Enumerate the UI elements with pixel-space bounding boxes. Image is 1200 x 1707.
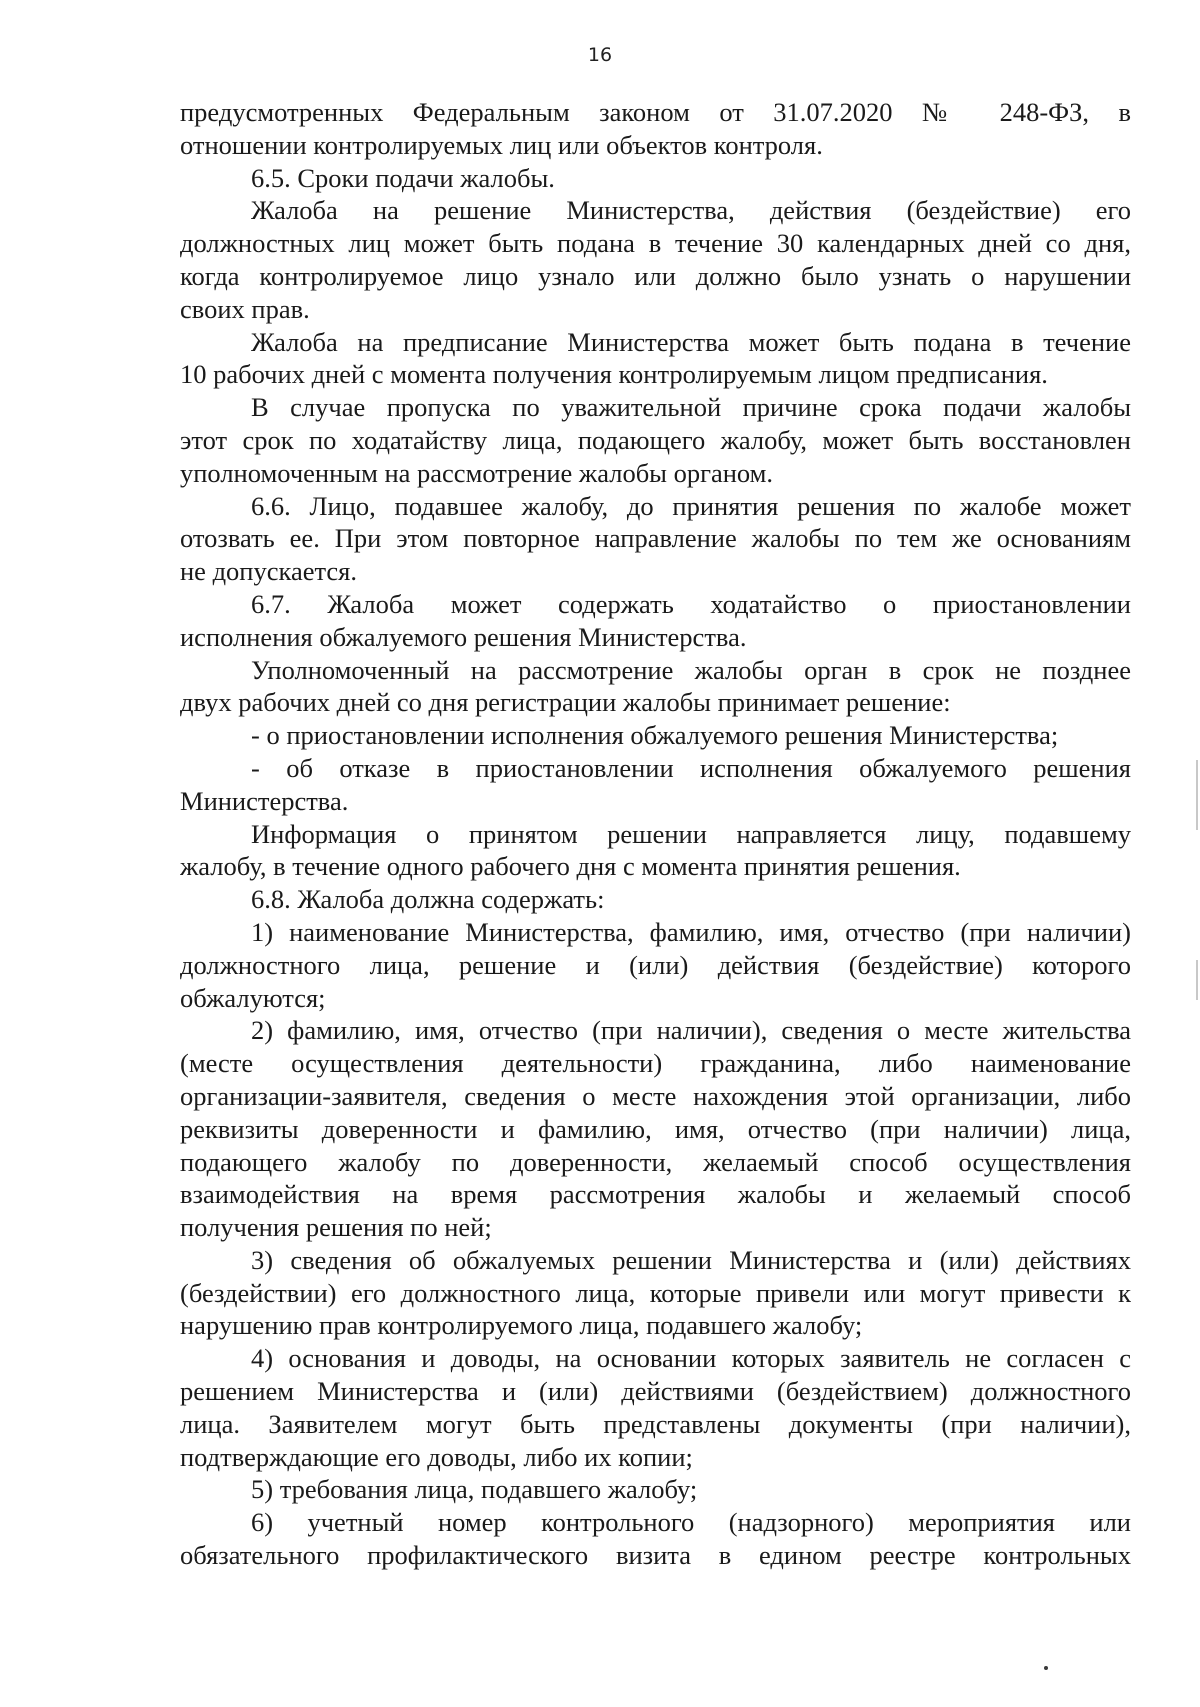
text-line: уполномоченным на рассмотрение жалобы органом. [180,457,774,488]
text-line: подающего жалобу по доверенности, желаемый способ осуществления [180,1146,1131,1177]
text-line: когда контролируемое лицо узнало или должно было узнать о нарушении [180,260,1131,291]
section-heading: 6.6. Лицо, подавшее жалобу, до принятия решения по жалобе может [251,490,1131,521]
list-item: 5) требования лица, подавшего жалобу; [251,1474,698,1505]
text-line: обязательного профилактического визита в едином реестре контрольных [180,1540,1131,1571]
list-item: - о приостановлении исполнения обжалуемого решения Министерства; [251,720,1059,751]
scan-dot [1044,1666,1048,1670]
text-line: должностных лиц может быть подана в течение 30 календарных дней со дня, [180,228,1131,259]
text-line: взаимодействия на время рассмотрения жалобы и желаемый способ [180,1179,1131,1210]
text-line: 10 рабочих дней с момента получения контролируемым лицом предписания. [180,359,1048,390]
text-line: В случае пропуска по уважительной причине срока подачи жалобы [251,392,1131,423]
text-line: Уполномоченный на рассмотрение жалобы орган в срок не позднее [251,654,1131,685]
text-line: (месте осуществления деятельности) гражданина, либо наименование [180,1048,1131,1079]
text-line: подтверждающие его доводы, либо их копии; [180,1441,693,1472]
text-line: отозвать ее. При этом повторное направление жалобы по тем же основаниям [180,523,1131,554]
section-heading: 6.7. Жалоба может содержать ходатайство о приостановлении [251,588,1131,619]
text-line: исполнения обжалуемого решения Министерства. [180,621,747,652]
list-item: 6) учетный номер контрольного (надзорного) мероприятия или [251,1507,1131,1538]
text-line: Жалоба на предписание Министерства может быть подана в течение [251,326,1131,357]
text-line: этот срок по ходатайству лица, подающего жалобу, может быть восстановлен [180,424,1131,455]
page-number: 16 [587,44,613,66]
text-line: лица. Заявителем могут быть представлены документы (при наличии), [180,1408,1131,1439]
text-line: своих прав. [180,293,310,324]
text-line: получения решения по ней; [180,1212,492,1243]
text-line: Жалоба на решение Министерства, действия (бездействие) его [251,195,1131,226]
text-line: решением Министерства и (или) действиями (бездействием) должностного [180,1376,1131,1407]
text-line: нарушению прав контролируемого лица, подавшего жалобу; [180,1310,863,1341]
text-line: реквизиты доверенности и фамилию, имя, отчество (при наличии) лица, [180,1113,1131,1144]
list-item: 3) сведения об обжалуемых решении Министерства и (или) действиях [251,1244,1131,1275]
text-line: обжалуются; [180,982,326,1013]
text-line: (бездействии) его должностного лица, которые привели или могут привести к [180,1277,1131,1308]
text-line: Министерства. [180,785,349,816]
text-line: должностного лица, решение и (или) действия (бездействие) которого [180,949,1131,980]
text-line: организации-заявителя, сведения о месте нахождения этой организации, либо [180,1080,1131,1111]
text-line: отношении контролируемых лиц или объектов контроля. [180,129,823,160]
list-item: 1) наименование Министерства, фамилию, имя, отчество (при наличии) [251,916,1131,947]
section-heading: 6.8. Жалоба должна содержать: [251,884,605,915]
scan-edge-mark [1196,960,1198,1000]
scan-edge-mark [1196,760,1198,830]
text-line: не допускается. [180,556,357,587]
text-line: предусмотренных Федеральным законом от 31.07.2020 № 248-ФЗ, в [180,97,1131,127]
text-line: жалобу, в течение одного рабочего дня с момента принятия решения. [180,851,961,882]
list-item: - об отказе в приостановлении исполнения обжалуемого решения [251,752,1131,783]
document-body [180,96,1131,1572]
list-item: 2) фамилию, имя, отчество (при наличии), сведения о месте жительства [251,1015,1131,1046]
list-item: 4) основания и доводы, на основании которых заявитель не согласен с [251,1343,1131,1374]
section-heading: 6.5. Сроки подачи жалобы. [251,162,555,193]
text-line: Информация о принятом решении направляется лицу, подавшему [251,818,1131,849]
text-line: двух рабочих дней со дня регистрации жалобы принимает решение: [180,687,951,718]
